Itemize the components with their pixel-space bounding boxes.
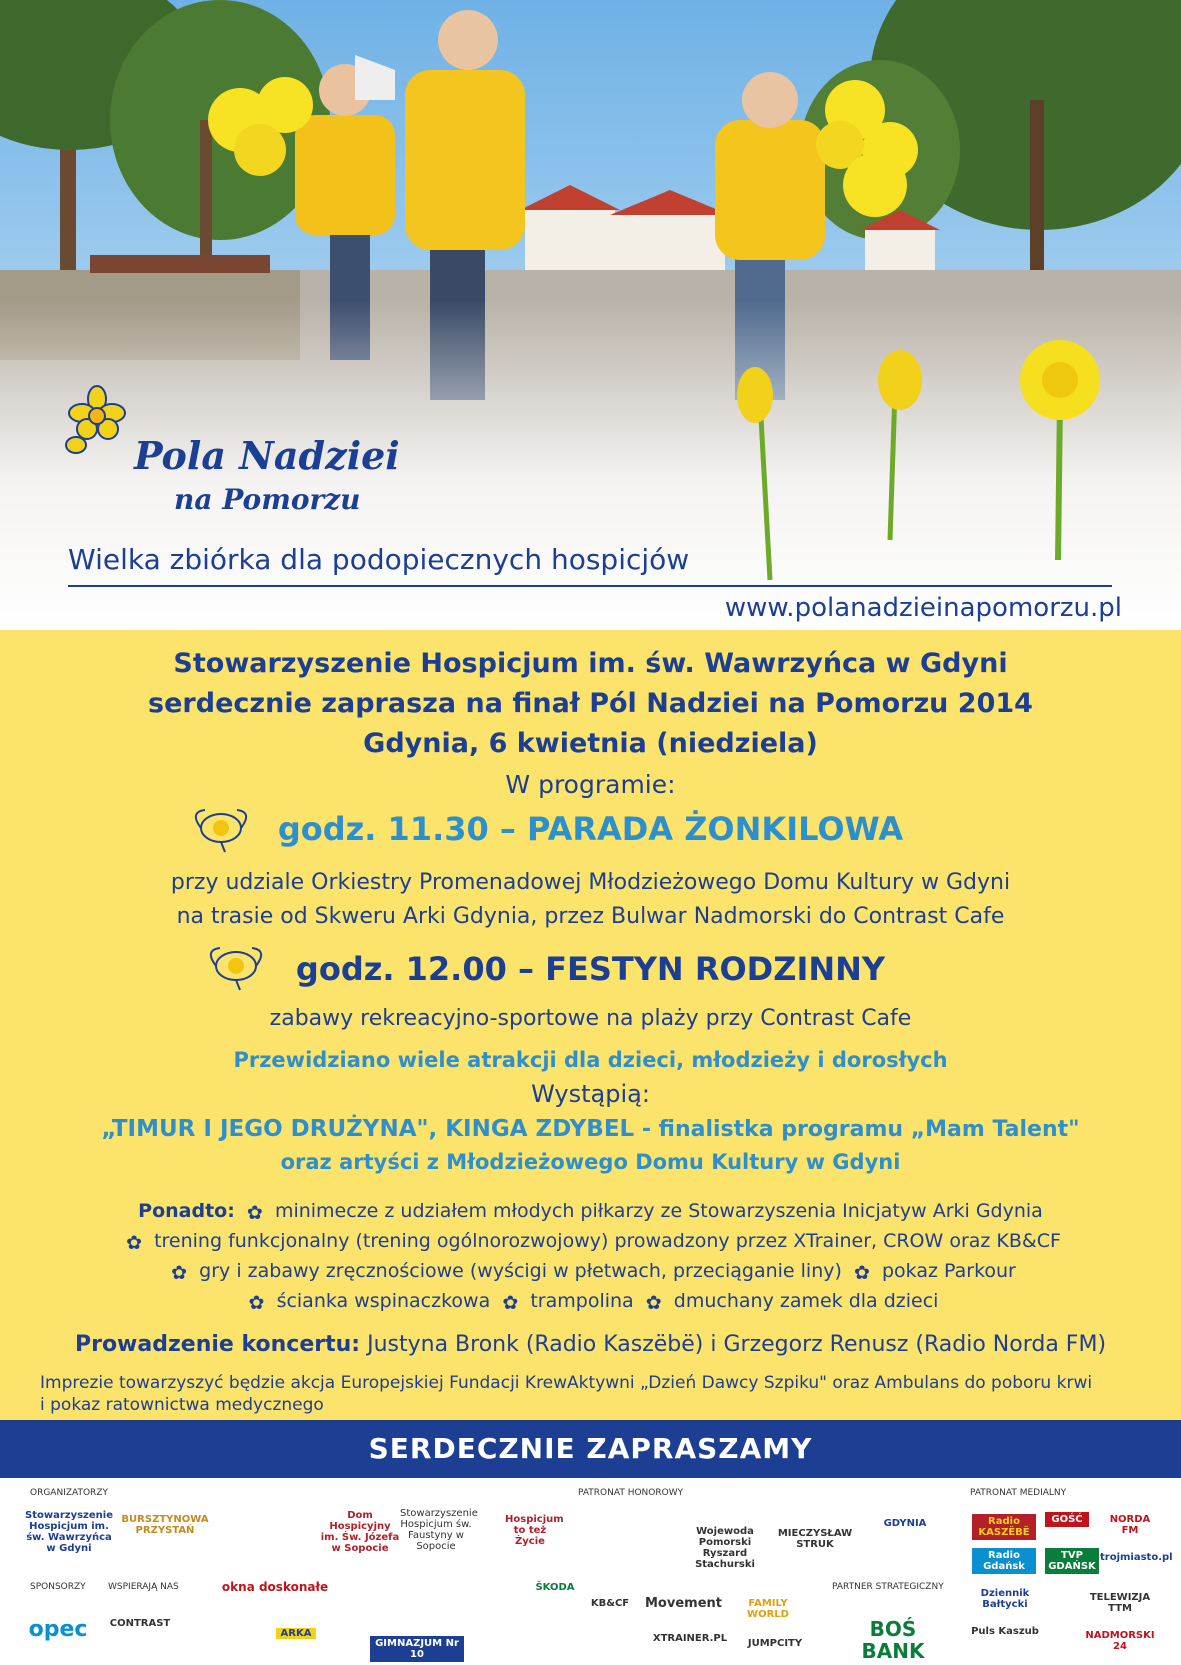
logo-media-7: Dziennik Bałtycki xyxy=(980,1588,1030,1610)
extras-label: Ponadto: xyxy=(138,1200,235,1222)
logo-support-movement: Movement xyxy=(645,1596,722,1611)
extras-item: trampolina xyxy=(530,1290,634,1312)
event-1-desc-2: na trasie od Skweru Arki Gdynia, przez Bulwar Nadmorski do Contrast Cafe xyxy=(176,904,1005,929)
logo-block xyxy=(62,385,1122,625)
concert-hosts: Justyna Bronk (Radio Kaszëbë) i Grzegorz Renusz (Radio Norda FM) xyxy=(360,1332,1107,1357)
logo-support-skoda: ŠKODA xyxy=(535,1582,575,1593)
logo-media-3: NORDA FM xyxy=(1109,1514,1151,1536)
honorary-label: PATRONAT HONOROWY xyxy=(578,1488,684,1498)
extras-row-4 xyxy=(0,1290,1181,1312)
divider xyxy=(68,585,1112,587)
organizers-label: ORGANIZATORZY xyxy=(30,1488,108,1498)
strategic-label: PARTNER STRATEGICZNY xyxy=(832,1582,944,1592)
logo-media-5: TVP GDAŃSK xyxy=(1045,1548,1099,1574)
performers-note: - finalistka programu „Mam Talent" xyxy=(634,1117,1080,1142)
extras-row-1 xyxy=(0,1200,1181,1222)
event-2-desc: zabawy rekreacyjno-sportowe na plaży przy Contrast Cafe xyxy=(269,1006,912,1031)
daffodil-bullet-icon: ✿ xyxy=(246,1201,263,1224)
media-label: PATRONAT MEDIALNY xyxy=(970,1488,1067,1498)
logo-honorary-2: MIECZYSŁAW STRUK xyxy=(777,1528,853,1550)
invitation-band: SERDECZNIE ZAPRASZAMY xyxy=(0,1420,1181,1478)
daffodil-bullet-icon: ✿ xyxy=(126,1231,142,1254)
logo-media-9: Puls Kaszub xyxy=(971,1626,1039,1637)
extras-item: ścianka wspinaczkowa xyxy=(276,1290,491,1312)
tagline: Wielka zbiórka dla podopiecznych hospicjów xyxy=(68,543,690,576)
daffodil-bullet-icon: ✿ xyxy=(853,1261,870,1284)
logo-support-xtrainer: XTRAINER.PL xyxy=(652,1633,728,1644)
logo-strategic-bos: BOŚ BANK xyxy=(861,1617,925,1663)
logo-support-jumpcity: JUMPCITY xyxy=(747,1638,803,1649)
concert-line xyxy=(0,1332,1181,1357)
extras-row-2 xyxy=(0,1230,1181,1252)
logo-media-2: GOŚĆ xyxy=(1045,1512,1089,1527)
footer-note-line-2: i pokaz ratownictwa medycznego xyxy=(40,1395,324,1415)
invite-date: Gdynia, 6 kwietnia (niedziela) xyxy=(363,728,818,759)
logo-media-8: TELEWIZJA TTM xyxy=(1089,1592,1151,1614)
daffodil-bullet-icon: ✿ xyxy=(502,1291,519,1314)
logo-support-okna: okna doskonałe xyxy=(221,1580,329,1594)
extras-item: pokaz Parkour xyxy=(882,1260,1016,1282)
logo-support-arka: ARKA xyxy=(276,1628,316,1639)
daffodil-bullet-icon: ✿ xyxy=(248,1291,265,1314)
extras-item: gry i zabawy zręcznościowe (wyścigi w płetwach, przeciąganie liny) xyxy=(199,1260,842,1282)
logo-media-4: Radio Gdańsk xyxy=(972,1548,1036,1574)
event-2-title: godz. 12.00 – FESTYN RODZINNY xyxy=(295,950,886,988)
logo-org-5: Hospicjum to też Życie xyxy=(505,1514,564,1547)
logo-support-family-world: FAMILY WORLD xyxy=(747,1598,789,1620)
logo-org-3: Dom Hospicyjny im. Św. Józefa w Sopocie xyxy=(320,1510,400,1554)
sponsors-label: SPONSORZY xyxy=(30,1582,86,1592)
logo-sponsor-contrast: CONTRAST xyxy=(109,1618,171,1629)
extras-item: minimecze z udziałem młodych piłkarzy ze Stowarzyszenia Inicjatyw Arki Gdynia xyxy=(274,1200,1043,1222)
sponsors-section xyxy=(0,1478,1181,1665)
website-link[interactable]: www.polanadzieinapomorzu.pl xyxy=(724,593,1122,623)
logo-media-1: Radio KASZËBË xyxy=(972,1514,1036,1540)
logo-honorary-1: Wojewoda Pomorski Ryszard Stachurski xyxy=(695,1526,755,1570)
logo-subtitle: na Pomorzu xyxy=(174,483,361,516)
event-1-desc-1: przy udziale Orkiestry Promenadowej Młodzieżowego Domu Kultury w Gdyni xyxy=(170,870,1011,895)
logo-org-1: Stowarzyszenie Hospicjum im. św. Wawrzyńca w Gdyni xyxy=(25,1510,113,1554)
footer-note-line-1: Imprezie towarzyszyć będzie akcja Europejskiej Fundacji KrewAktywni „Dzień Dawcy Szpiku" oraz Ambulans do poboru krwi xyxy=(40,1373,1093,1393)
logo-support-gimnazjum: GIMNAZJUM Nr 10 xyxy=(370,1636,464,1662)
invite-line-2: serdecznie zaprasza na finał Pól Nadziei na Pomorzu 2014 xyxy=(148,688,1033,719)
logo-sponsor-opec: opec xyxy=(28,1617,88,1642)
performers-main xyxy=(0,1116,1181,1142)
performers-names: „TIMUR I JEGO DRUŻYNA", KINGA ZDYBEL xyxy=(101,1116,635,1142)
logo-media-6: trojmiasto.pl xyxy=(1100,1552,1173,1563)
footer-note xyxy=(40,1372,1150,1416)
performers-line-2: oraz artyści z Młodzieżowego Domu Kultury w Gdyni xyxy=(280,1150,901,1174)
invite-line-1: Stowarzyszenie Hospicjum im. św. Wawrzyńca w Gdyni xyxy=(173,648,1008,679)
logo-title: Pola Nadziei xyxy=(134,433,400,478)
logo-org-4: Stowarzyszenie Hospicjum św. Faustyny w Sopocie xyxy=(400,1508,478,1552)
attractions-text: Przewidziano wiele atrakcji dla dzieci, młodzieży i dorosłych xyxy=(233,1048,948,1072)
extras-row-3 xyxy=(0,1260,1181,1282)
logo-support-kbcf: KB&CF xyxy=(590,1598,630,1609)
daffodil-bullet-icon: ✿ xyxy=(171,1261,188,1284)
support-label: WSPIERAJĄ NAS xyxy=(108,1582,179,1592)
program-section xyxy=(0,630,1181,1420)
performers-heading: Wystąpią: xyxy=(531,1080,650,1108)
daffodil-bullet-icon: ✿ xyxy=(645,1291,662,1314)
extras-item: dmuchany zamek dla dzieci xyxy=(673,1290,939,1312)
event-1-title: godz. 11.30 – PARADA ŻONKILOWA xyxy=(277,810,904,848)
logo-honorary-3: GDYNIA xyxy=(883,1518,927,1529)
logo-media-10: NADMORSKI 24 xyxy=(1085,1630,1155,1652)
daffodil-logo-icon xyxy=(62,385,132,465)
logo-org-2: BURSZTYNOWA PRZYSTAŃ xyxy=(121,1514,209,1536)
program-heading: W programie: xyxy=(505,770,676,799)
extras-item: trening funkcjonalny (trening ogólnorozwojowy) prowadzony przez XTrainer, CROW oraz KB&CF xyxy=(154,1230,1061,1252)
concert-label: Prowadzenie koncertu: xyxy=(74,1332,361,1357)
